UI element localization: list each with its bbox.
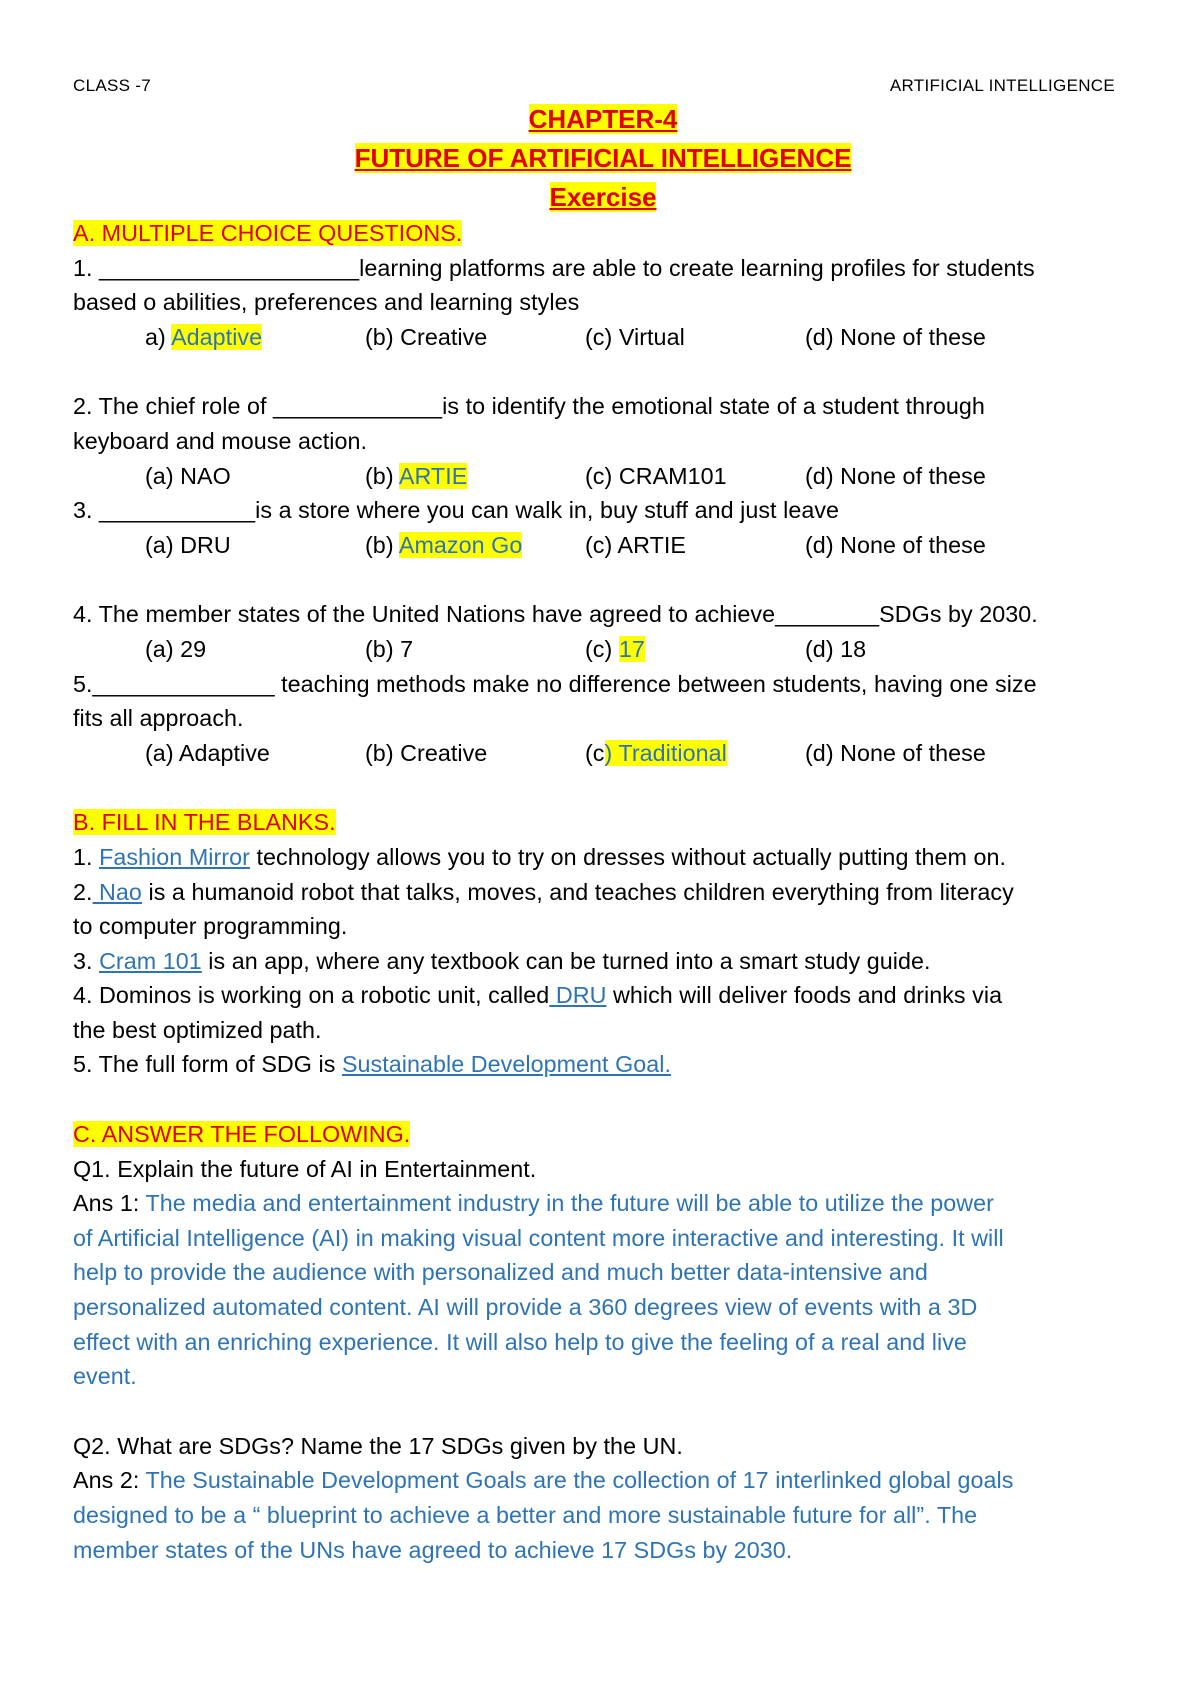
- chapter-title: CHAPTER-4: [528, 104, 678, 134]
- mcq-3-option-b: (b) Amazon Go: [365, 531, 523, 558]
- mcq-1-text-1: 1. ____________________learning platforms are able to create learning profiles for students: [73, 254, 1035, 281]
- mcq-3-option-a: (a) DRU: [145, 531, 231, 558]
- mcq-2-option-a: (a) NAO: [145, 462, 231, 489]
- answer-2-line-2: designed to be a “ blueprint to achieve a better and more sustainable future for all”. The: [73, 1502, 978, 1528]
- answer-1-line-5: effect with an enriching experience. It will also help to give the feeling of a real and live: [73, 1328, 967, 1355]
- mcq-1-options: [73, 320, 1133, 355]
- mcq-5-option-d: (d) None of these: [805, 739, 986, 766]
- mcq-5-option-a: (a) Adaptive: [145, 739, 270, 766]
- section-b-heading: B. FILL IN THE BLANKS.: [73, 809, 336, 836]
- answer-2-line-1: Ans 2: The Sustainable Development Goals are the collection of 17 interlinked global goals: [73, 1467, 1014, 1494]
- fill-2-answer: Nao: [92, 878, 142, 905]
- mcq-4-option-a: (a) 29: [145, 635, 207, 662]
- fill-3-answer: Cram 101: [99, 947, 202, 974]
- mcq-1-option-c: (c) Virtual: [585, 323, 685, 350]
- mcq-5-answer: ) Traditional: [604, 739, 727, 766]
- mcq-5-options: [73, 736, 1133, 771]
- exercise-title: Exercise: [549, 182, 657, 212]
- fill-4-answer: DRU: [549, 982, 607, 1009]
- mcq-2-options: [73, 459, 1133, 494]
- document-body: [73, 216, 1133, 1567]
- mcq-1-option-a: a) Adaptive: [145, 323, 263, 350]
- mcq-2-answer: ARTIE: [398, 462, 468, 489]
- chapter-name: FUTURE OF ARTIFICIAL INTELLIGENCE: [354, 143, 852, 173]
- answer-1-line-3: help to provide the audience with personalized and much better data-intensive and: [73, 1259, 928, 1286]
- mcq-3-options: [73, 528, 1133, 563]
- mcq-1-answer: Adaptive: [171, 323, 263, 350]
- mcq-5-option-b: (b) Creative: [365, 739, 488, 766]
- answer-1-line-1: Ans 1: The media and entertainment industry in the future will be able to utilize the power: [73, 1190, 994, 1217]
- mcq-5-text-1: 5.______________ teaching methods make no difference between students, having one size: [73, 670, 1037, 697]
- mcq-4-option-d: (d) 18: [805, 635, 867, 662]
- fill-1-answer: Fashion Mirror: [99, 843, 250, 870]
- fill-4: 4. Dominos is working on a robotic unit, called DRU which will deliver foods and drinks via: [73, 982, 1003, 1009]
- fill-3: 3. Cram 101 is an app, where any textbook can be turned into a smart study guide.: [73, 947, 931, 974]
- fill-2: 2. Nao is a humanoid robot that talks, moves, and teaches children everything from literacy: [73, 878, 1014, 905]
- mcq-5-text-2: fits all approach.: [73, 705, 244, 732]
- mcq-5-option-c: (c) Traditional: [585, 739, 727, 766]
- mcq-1-option-d: (d) None of these: [805, 323, 986, 350]
- mcq-2-text-1: 2. The chief role of _____________is to identify the emotional state of a student through: [73, 393, 985, 420]
- mcq-1-option-b: (b) Creative: [365, 323, 488, 350]
- fill-5: 5. The full form of SDG is Sustainable Development Goal.: [73, 1051, 672, 1078]
- mcq-3-option-c: (c) ARTIE: [585, 531, 686, 558]
- section-c-heading: C. ANSWER THE FOLLOWING.: [73, 1121, 411, 1148]
- answer-2-line-3: member states of the UNs have agreed to achieve 17 SDGs by 2030.: [73, 1536, 793, 1563]
- mcq-3-option-d: (d) None of these: [805, 531, 986, 558]
- answer-1-line-2: of Artificial Intelligence (AI) in making visual content more interactive and interesting. It will: [73, 1224, 1004, 1251]
- mcq-4-options: [73, 632, 1133, 667]
- answer-1-line-4: personalized automated content. AI will provide a 360 degrees view of events with a 3D: [73, 1294, 978, 1321]
- mcq-4-option-b: (b) 7: [365, 635, 414, 662]
- fill-2-text-2: to computer programming.: [73, 913, 348, 940]
- header-subject: ARTIFICIAL INTELLIGENCE: [889, 76, 1115, 95]
- mcq-3-text-1: 3. ____________is a store where you can walk in, buy stuff and just leave: [73, 497, 840, 524]
- mcq-3-answer: Amazon Go: [398, 531, 523, 558]
- mcq-4-text-1: 4. The member states of the United Nations have agreed to achieve________SDGs by 2030.: [73, 601, 1038, 628]
- mcq-2-text-2: keyboard and mouse action.: [73, 427, 367, 454]
- mcq-2-option-d: (d) None of these: [805, 462, 986, 489]
- mcq-4-answer: 17: [618, 635, 645, 662]
- question-1: Q1. Explain the future of AI in Entertainment.: [73, 1155, 537, 1182]
- header-class: CLASS -7: [73, 76, 151, 95]
- question-2: Q2. What are SDGs? Name the 17 SDGs given by the UN.: [73, 1432, 683, 1459]
- mcq-4-option-c: (c) 17: [585, 635, 645, 662]
- answer-1-line-6: event.: [73, 1363, 137, 1390]
- mcq-1-text-2: based o abilities, preferences and learning styles: [73, 289, 580, 316]
- section-a-heading: A. MULTIPLE CHOICE QUESTIONS.: [73, 220, 463, 246]
- fill-1: 1. Fashion Mirror technology allows you to try on dresses without actually putting them on.: [73, 843, 1007, 870]
- mcq-2-option-b: (b) ARTIE: [365, 462, 468, 489]
- fill-4-text-2: the best optimized path.: [73, 1016, 322, 1043]
- mcq-2-option-c: (c) CRAM101: [585, 462, 727, 489]
- fill-5-answer: Sustainable Development Goal.: [341, 1051, 672, 1078]
- title-block: [73, 100, 1133, 217]
